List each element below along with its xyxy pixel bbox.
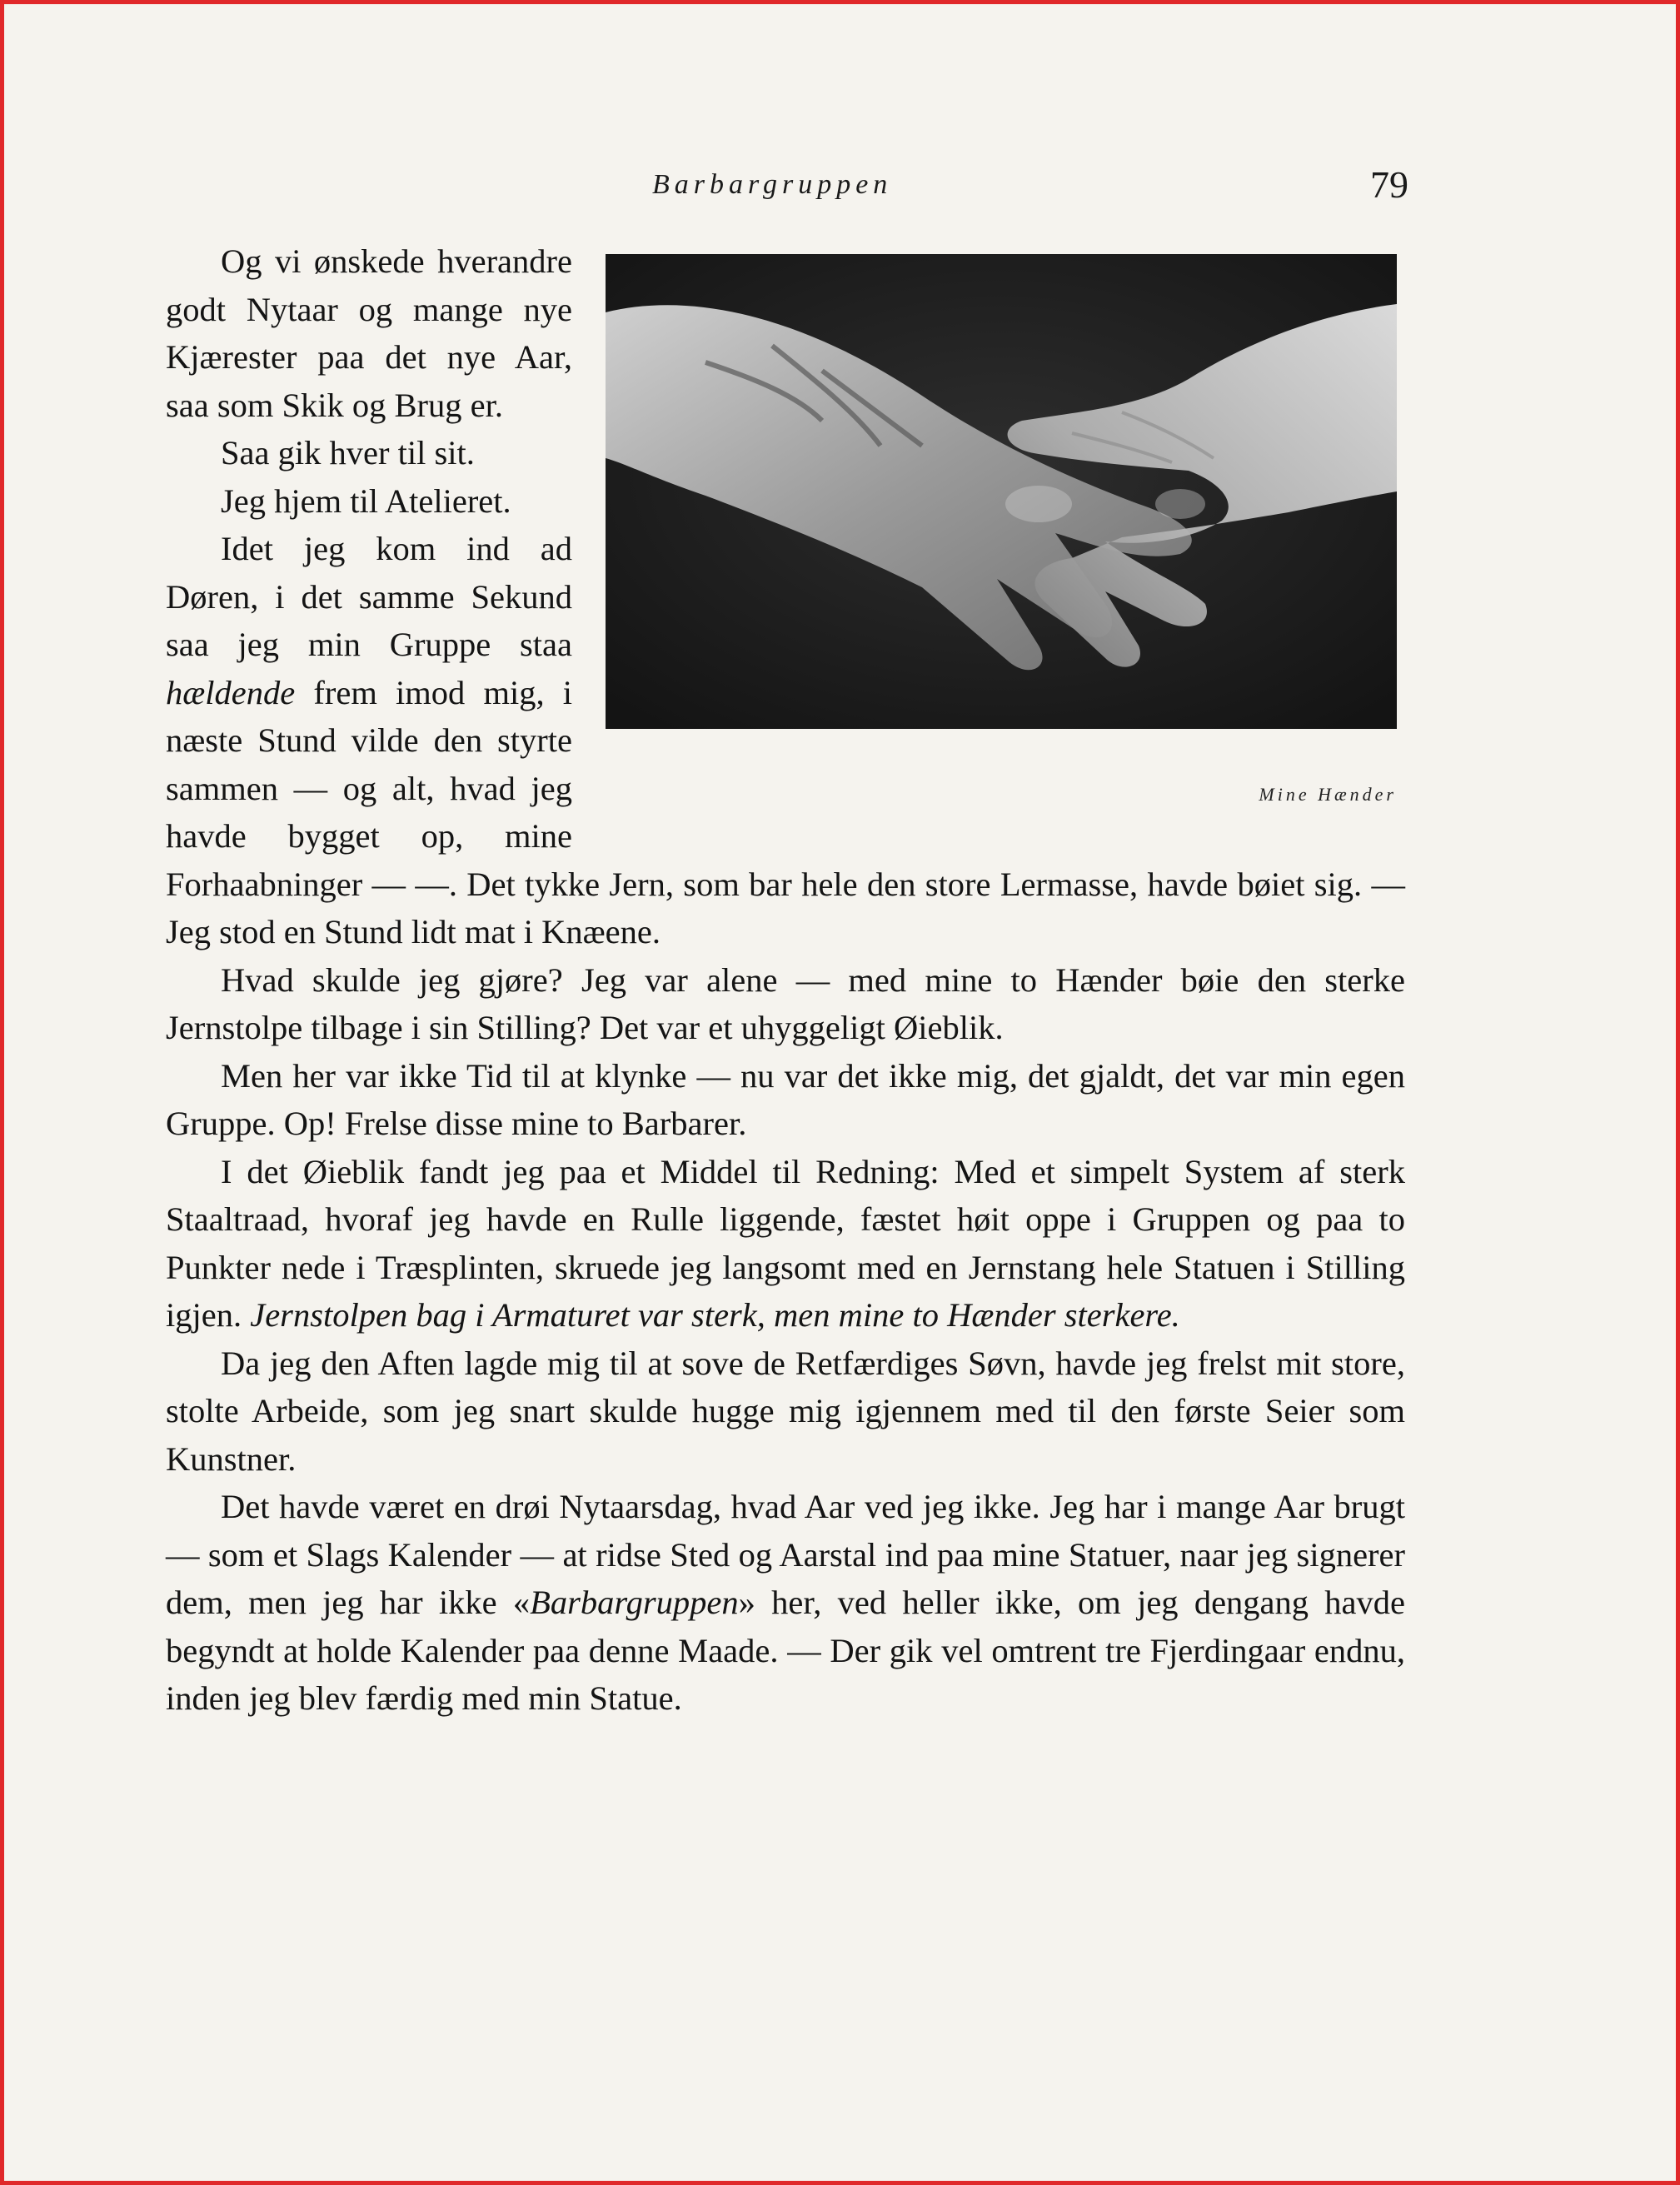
italic-text: Jernstolpen bag i Armaturet var sterk, men mine to Hænder sterkere. xyxy=(250,1296,1180,1334)
paragraph-text: Men her var ikke Tid til at klynke — nu var det ikke mig, det gjaldt, det var min egen Gruppe. Op! Frelse disse mine to Barbarer. xyxy=(166,1056,1405,1142)
paragraph-text: Og vi ønskede hverandre godt Nytaar og mange nye Kjærester paa det nye Aar, saa som Skik og Brug er. xyxy=(166,242,572,424)
paragraph-text: I det Øieblik fandt jeg paa et Middel til Redning: Med et simpelt System af sterk Staaltraad, hvoraf jeg havde en Rulle liggende, fæstet høit oppe i Gruppen og paa to Punkter nede i Træsplinten, skruede jeg langsomt med en Jernstang hele Statuen i Stilling igjen. xyxy=(166,1152,1405,1334)
figure xyxy=(606,254,1405,821)
italic-text: hældende xyxy=(166,673,296,711)
paragraph-text: Jeg hjem til Atelieret. xyxy=(221,481,511,520)
paragraph-text: » her, ved heller ikke, om jeg dengang havde begyndt at holde Kalender paa denne Maade. — Der gik vel omtrent tre Fjerdingaar endnu, inden jeg blev færdig med min Statue. xyxy=(166,1584,1406,1717)
hands-photo xyxy=(606,254,1397,729)
paragraph-text: Da jeg den Aften lagde mig til at sove de Retfærdiges Søvn, havde jeg frelst mit store, stolte Arbeide, som jeg snart skulde hugge mig igjennem med til den første Seier som Kunstner. xyxy=(166,1344,1405,1478)
italic-text: Barbargruppen xyxy=(530,1584,739,1621)
paragraph-text: Idet jeg kom ind ad Døren, i det samme Sekund saa jeg min Gruppe staa xyxy=(166,530,572,663)
page-number: 79 xyxy=(1370,163,1408,206)
paragraph xyxy=(166,956,1405,1052)
running-title: Barbargruppen xyxy=(652,169,893,200)
paragraph xyxy=(166,1052,1405,1148)
paragraph-text: Saa gik hver til sit. xyxy=(221,434,475,471)
paragraph xyxy=(166,1148,1405,1339)
body-text xyxy=(166,237,1405,1723)
paragraph xyxy=(166,1339,1405,1484)
hands-icon xyxy=(606,254,1397,729)
paragraph xyxy=(166,1483,1405,1723)
paragraph-text: Hvad skulde jeg gjøre? Jeg var alene — med mine to Hænder bøie den sterke Jernstolpe tilbage i sin Stilling? Det var et uhyggeligt Øieblik. xyxy=(166,960,1405,1046)
paragraph-text: Det havde været en drøi Nytaarsdag, hvad Aar ved jeg ikke. Jeg har i mange Aar brugt — som et Slags Kalender — at ridse Sted og Aarstal ind paa mine Statuer, naar jeg signerer dem, men jeg har ikke « xyxy=(166,1488,1405,1621)
figure-caption: Mine Hænder xyxy=(1259,784,1397,805)
paragraph-text: frem imod mig, i næste Stund vilde den styrte sammen — og alt, hvad jeg havde bygget op, mine Forhaabninger — —. Det tykke Jern, som bar hele den store Lermasse, havde bøiet sig. — Jeg stod en Stund lidt mat i Knæene. xyxy=(166,673,1405,950)
page-header xyxy=(4,163,1676,219)
